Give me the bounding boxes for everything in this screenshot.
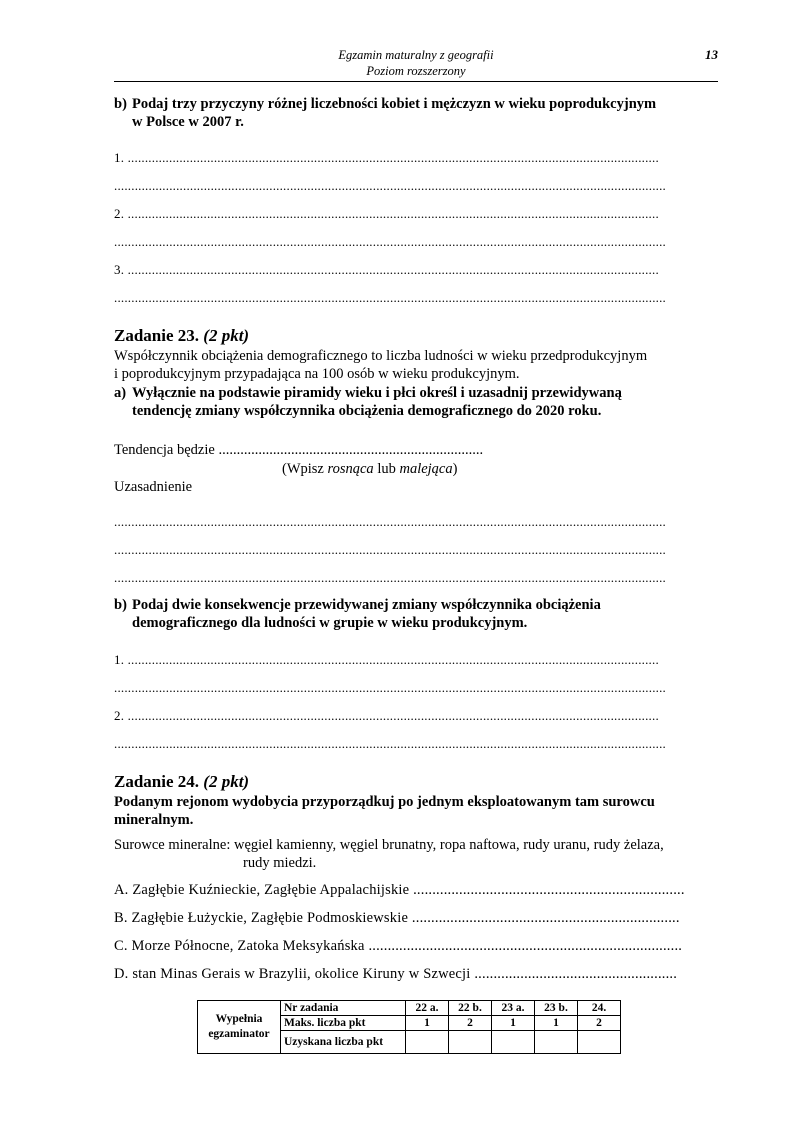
task-23-intro-1: Współczynnik obciążenia demograficznego to liczba ludności w wieku przedprodukcyjnym bbox=[114, 348, 648, 364]
answer-line[interactable]: ................................................................................................................................................................ bbox=[114, 680, 666, 695]
answer-line[interactable]: ................................................................................................................................................................ bbox=[114, 234, 666, 249]
obtained-points-label: Uzyskana liczba pkt bbox=[281, 1031, 406, 1054]
answer-line[interactable]: ................................................................................................................................................................ bbox=[114, 570, 666, 585]
question-23a: a) Wyłącznie na podstawie piramidy wieku i płci określ i uzasadnij przewidywaną tendencję zmiany współczynnika obciążenia demograficznego do 2020 roku. bbox=[114, 385, 622, 419]
max-cell: 1 bbox=[406, 1016, 449, 1031]
exam-level: Poziom rozszerzony bbox=[366, 64, 466, 78]
task-23-intro-2: i poprodukcyjnym przypadająca na 100 osób w wieku produkcyjnym. bbox=[114, 366, 520, 382]
task-cell: 22 a. bbox=[406, 1001, 449, 1016]
answer-line[interactable]: ................................................................................................................................................................ bbox=[114, 736, 666, 751]
obtained-cell[interactable] bbox=[406, 1031, 449, 1054]
minerals-list-cont: rudy miedzi. bbox=[243, 855, 317, 871]
answer-line[interactable]: ................................................................................................................................................................ bbox=[114, 178, 666, 193]
task-23-title: Zadanie 23. (2 pkt) bbox=[114, 326, 250, 345]
item-A[interactable]: A. Zagłębie Kuźnieckie, Zagłębie Appalachijskie ....................................................................... bbox=[114, 882, 685, 898]
minerals-list: Surowce mineralne: węgiel kamienny, węgiel brunatny, ropa naftowa, rudy uranu, rudy żelaza, bbox=[114, 837, 664, 853]
obtained-cell[interactable] bbox=[492, 1031, 535, 1054]
question-23b: b) Podaj dwie konsekwencje przewidywanej zmiany współczynnika obciążenia demograficznego dla ludności w grupie w wieku produkcyjnym. bbox=[114, 597, 601, 631]
obtained-cell[interactable] bbox=[449, 1031, 492, 1054]
score-table bbox=[197, 1000, 621, 1054]
page-header bbox=[114, 47, 718, 82]
answer-line[interactable]: 1. .......................................................................................................................................................... bbox=[114, 150, 659, 165]
task-cell: 23 b. bbox=[535, 1001, 578, 1016]
exam-title: Egzamin maturalny z geografii bbox=[338, 48, 494, 62]
task-cell: 24. bbox=[578, 1001, 621, 1016]
answer-line[interactable]: 2. .......................................................................................................................................................... bbox=[114, 206, 659, 221]
obtained-cell[interactable] bbox=[578, 1031, 621, 1054]
task-24-instr-1: Podanym rejonom wydobycia przyporządkuj po jednym eksploatowanym tam surowcu bbox=[114, 794, 655, 810]
page-number: 13 bbox=[705, 47, 718, 62]
answer-line[interactable]: ................................................................................................................................................................ bbox=[114, 514, 666, 529]
justification-label: Uzasadnienie bbox=[114, 479, 193, 495]
max-cell: 1 bbox=[535, 1016, 578, 1031]
answer-line[interactable]: ................................................................................................................................................................ bbox=[114, 290, 666, 305]
tendency-hint: (Wpisz rosnąca lub malejąca) bbox=[282, 461, 458, 477]
answer-line[interactable]: 2. .......................................................................................................................................................... bbox=[114, 708, 659, 723]
item-B[interactable]: B. Zagłębie Łużyckie, Zagłębie Podmoskiewskie ...................................................................... bbox=[114, 910, 680, 926]
answer-line[interactable]: 3. .......................................................................................................................................................... bbox=[114, 262, 659, 277]
task-cell: 23 a. bbox=[492, 1001, 535, 1016]
question-22b: b) Podaj trzy przyczyny różnej liczebności kobiet i mężczyzn w wieku poprodukcyjnym w Polsce w 2007 r. bbox=[114, 96, 657, 130]
examiner-label: Wypełnia egzaminator bbox=[198, 1001, 281, 1054]
task-cell: 22 b. bbox=[449, 1001, 492, 1016]
answer-line[interactable]: ................................................................................................................................................................ bbox=[114, 542, 666, 557]
max-cell: 2 bbox=[578, 1016, 621, 1031]
task-24-title: Zadanie 24. (2 pkt) bbox=[114, 772, 250, 791]
item-C[interactable]: C. Morze Północne, Zatoka Meksykańska .................................................................................. bbox=[114, 938, 683, 954]
obtained-cell[interactable] bbox=[535, 1031, 578, 1054]
max-points-label: Maks. liczba pkt bbox=[281, 1016, 406, 1031]
tendency-line[interactable]: Tendencja będzie ......................................................................... bbox=[114, 442, 484, 458]
item-D[interactable]: D. stan Minas Gerais w Brazylii, okolice Kiruny w Szwecji ..................................................... bbox=[114, 966, 678, 982]
answer-line[interactable]: 1. .......................................................................................................................................................... bbox=[114, 652, 659, 667]
task-24-instr-2: mineralnym. bbox=[114, 812, 194, 828]
task-number-label: Nr zadania bbox=[281, 1001, 406, 1016]
max-cell: 1 bbox=[492, 1016, 535, 1031]
max-cell: 2 bbox=[449, 1016, 492, 1031]
